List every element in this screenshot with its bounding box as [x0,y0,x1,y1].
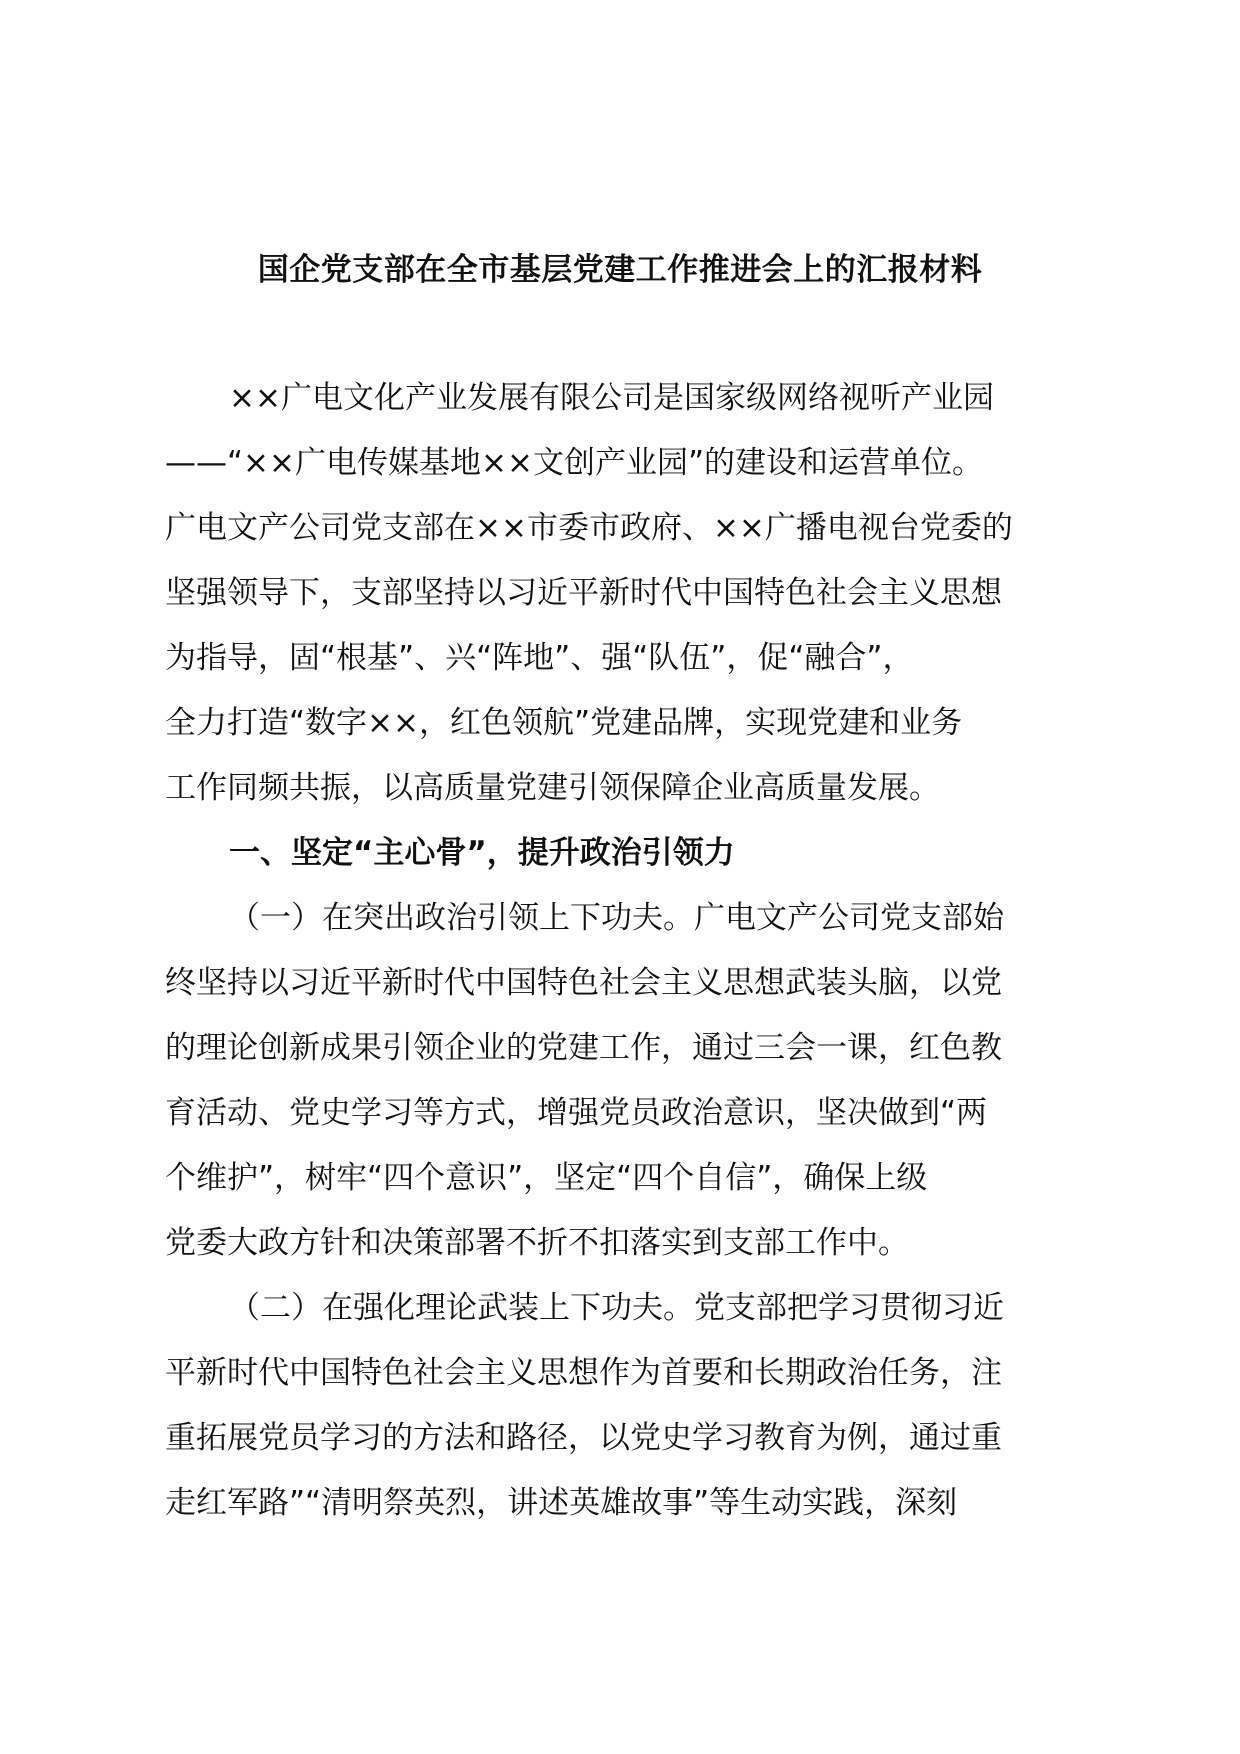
paragraph-line: 党委大政方针和决策部署不折不扣落实到支部工作中。 [165,1225,909,1261]
paragraph-line: 的理论创新成果引领企业的党建工作，通过三会一课，红色教 [165,1030,1002,1066]
paragraph-line: 个维护”，树牢“四个意识”，坚定“四个自信”，确保上级 [165,1160,928,1196]
paragraph-line: （一）在突出政治引领上下功夫。广电文产公司党支部始 [229,900,1004,936]
paragraph-line: 走红军路”“清明祭英烈，讲述英雄故事”等生动实践，深刻 [165,1485,958,1521]
paragraph-line: 重拓展党员学习的方法和路径，以党史学习教育为例，通过重 [165,1420,1002,1456]
paragraph-line: ××广电文化产业发展有限公司是国家级网络视听产业园 [229,380,994,416]
paragraph-line: 为指导，固“根基”、兴“阵地”、强“队伍”，促“融合”， [165,640,914,676]
section-heading: 一、坚定“主心骨”，提升政治引领力 [229,835,735,871]
paragraph-line: 全力打造“数字××，红色领航”党建品牌，实现党建和业务 [165,705,963,741]
paragraph-line: （二）在强化理论武装上下功夫。党支部把学习贯彻习近 [229,1290,1004,1326]
paragraph-line: ——“××广电传媒基地××文创产业园”的建设和运营单位。 [165,445,984,481]
paragraph-line: 工作同频共振，以高质量党建引领保障企业高质量发展。 [165,770,940,806]
document-body [165,366,1077,1536]
document-title: 国企党支部在全市基层党建工作推进会上的汇报材料 [257,252,983,288]
paragraph-line: 育活动、党史学习等方式，增强党员政治意识，坚决做到“两 [165,1095,988,1131]
paragraph-line: 平新时代中国特色社会主义思想作为首要和长期政治任务，注 [165,1355,1002,1391]
paragraph-line: 广电文产公司党支部在××市委市政府、××广播电视台党委的 [165,510,1013,546]
paragraph-line: 终坚持以习近平新时代中国特色社会主义思想武装头脑，以党 [165,965,1002,1001]
paragraph-line: 坚强领导下，支部坚持以习近平新时代中国特色社会主义思想 [165,575,1002,611]
